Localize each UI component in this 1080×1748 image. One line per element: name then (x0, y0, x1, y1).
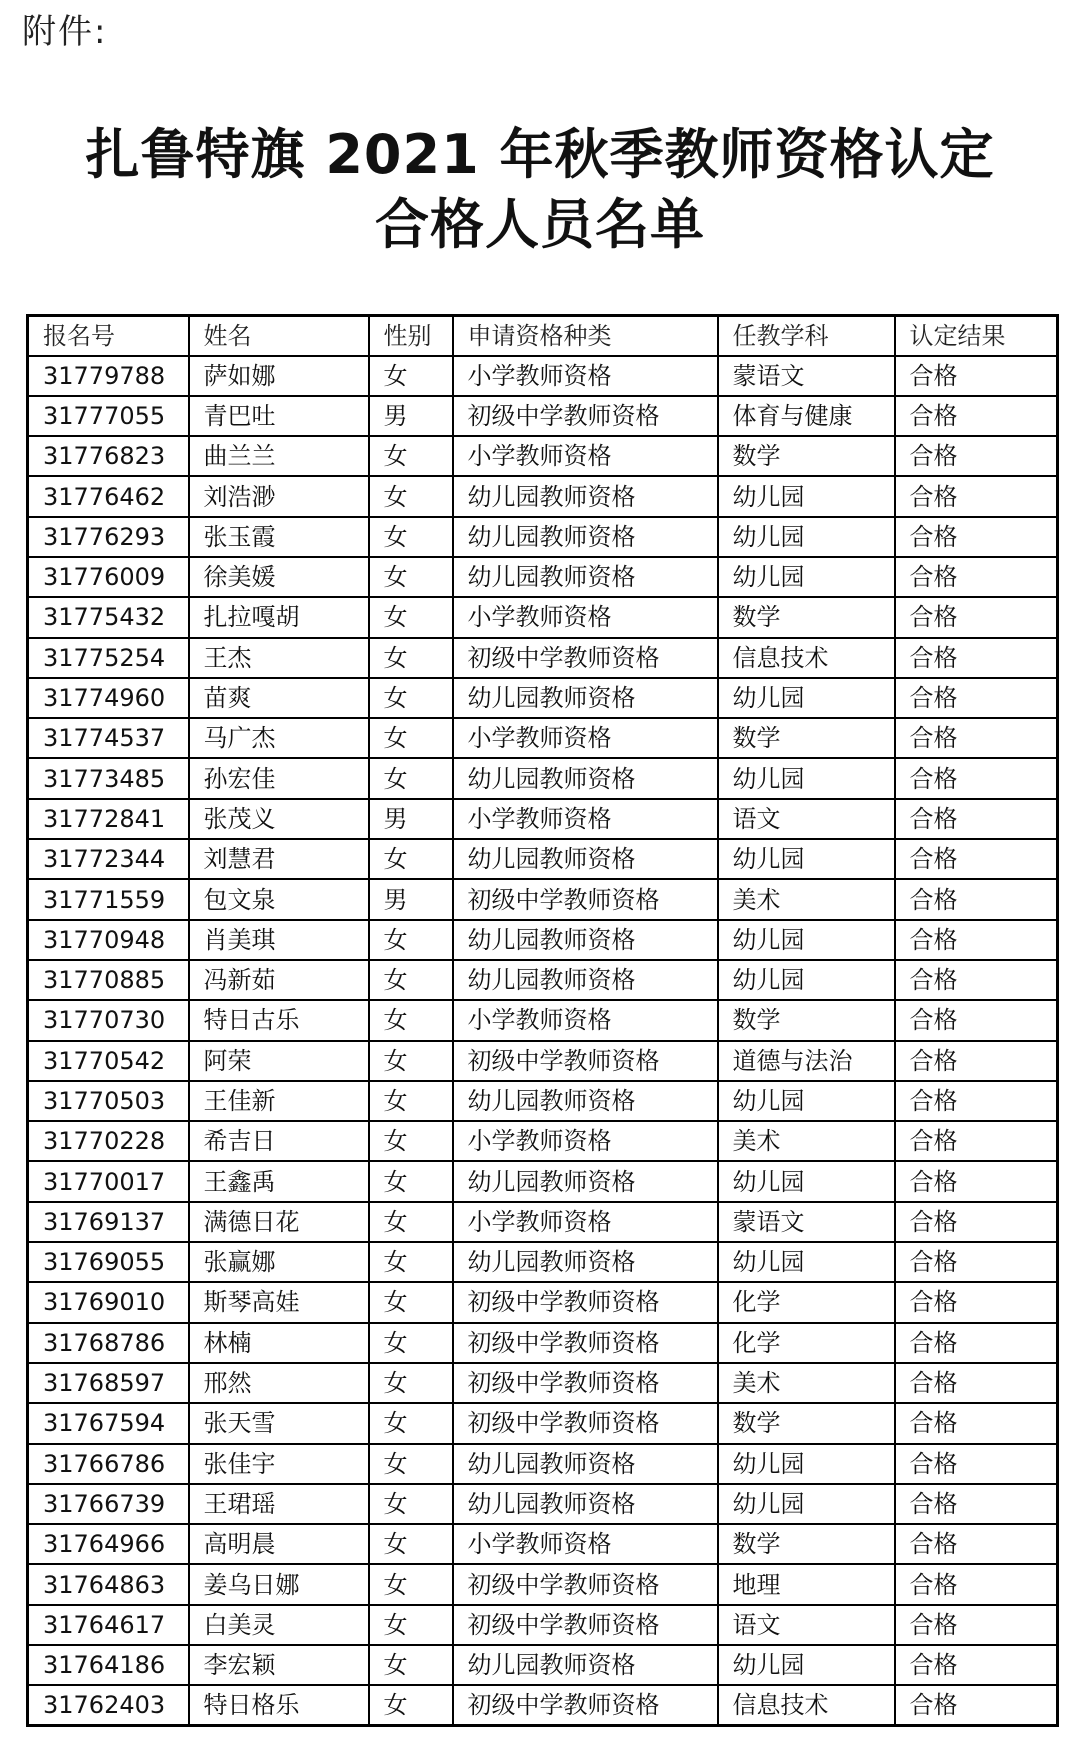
name-cell: 特日格乐 (189, 1685, 369, 1725)
result-cell: 合格 (895, 1161, 1058, 1201)
subject-cell: 数学 (718, 1403, 895, 1443)
result-cell: 合格 (895, 436, 1058, 476)
qualification-type-cell: 幼儿园教师资格 (453, 960, 718, 1000)
registration-number-cell: 31768786 (28, 1323, 189, 1363)
result-cell: 合格 (895, 1202, 1058, 1242)
name-cell: 李宏颖 (189, 1645, 369, 1685)
header-result: 认定结果 (895, 316, 1058, 356)
registration-number-cell: 31776009 (28, 557, 189, 597)
table-row (28, 839, 1058, 879)
registration-number-cell: 31768597 (28, 1363, 189, 1403)
qualification-type-cell: 幼儿园教师资格 (453, 557, 718, 597)
table-row (28, 1202, 1058, 1242)
subject-cell: 幼儿园 (718, 920, 895, 960)
subject-cell: 数学 (718, 1524, 895, 1564)
gender-cell: 女 (369, 476, 453, 516)
name-cell: 马广杰 (189, 718, 369, 758)
subject-cell: 道德与法治 (718, 1041, 895, 1081)
subject-cell: 幼儿园 (718, 1081, 895, 1121)
gender-cell: 女 (369, 1000, 453, 1040)
gender-cell: 女 (369, 597, 453, 637)
qualification-type-cell: 幼儿园教师资格 (453, 1444, 718, 1484)
subject-cell: 幼儿园 (718, 517, 895, 557)
subject-cell: 蒙语文 (718, 1202, 895, 1242)
table-row (28, 476, 1058, 516)
registration-number-cell: 31776462 (28, 476, 189, 516)
result-cell: 合格 (895, 1363, 1058, 1403)
subject-cell: 地理 (718, 1564, 895, 1604)
gender-cell: 女 (369, 1202, 453, 1242)
gender-cell: 女 (369, 517, 453, 557)
qualification-type-cell: 小学教师资格 (453, 1202, 718, 1242)
table-row (28, 1484, 1058, 1524)
qualification-type-cell: 幼儿园教师资格 (453, 920, 718, 960)
name-cell: 姜乌日娜 (189, 1564, 369, 1604)
registration-number-cell: 31764966 (28, 1524, 189, 1564)
header-gender: 性别 (369, 316, 453, 356)
registration-number-cell: 31777055 (28, 396, 189, 436)
registration-number-cell: 31770948 (28, 920, 189, 960)
result-cell: 合格 (895, 1645, 1058, 1685)
table-row (28, 1363, 1058, 1403)
qualification-type-cell: 小学教师资格 (453, 597, 718, 637)
gender-cell: 女 (369, 1161, 453, 1201)
qualification-type-cell: 小学教师资格 (453, 1000, 718, 1040)
name-cell: 阿荣 (189, 1041, 369, 1081)
registration-number-cell: 31770885 (28, 960, 189, 1000)
table-row (28, 1041, 1058, 1081)
result-cell: 合格 (895, 1121, 1058, 1161)
name-cell: 特日古乐 (189, 1000, 369, 1040)
attachment-label: 附件: (22, 12, 108, 52)
name-cell: 张茂义 (189, 799, 369, 839)
registration-number-cell: 31772344 (28, 839, 189, 879)
gender-cell: 女 (369, 1363, 453, 1403)
registration-number-cell: 31769010 (28, 1282, 189, 1322)
result-cell: 合格 (895, 1605, 1058, 1645)
result-cell: 合格 (895, 1041, 1058, 1081)
result-cell: 合格 (895, 678, 1058, 718)
subject-cell: 幼儿园 (718, 1161, 895, 1201)
subject-cell: 化学 (718, 1282, 895, 1322)
registration-number-cell: 31764186 (28, 1645, 189, 1685)
table-row (28, 1403, 1058, 1443)
result-cell: 合格 (895, 597, 1058, 637)
qualification-type-cell: 初级中学教师资格 (453, 638, 718, 678)
result-cell: 合格 (895, 839, 1058, 879)
table-row (28, 758, 1058, 798)
name-cell: 扎拉嘎胡 (189, 597, 369, 637)
qualification-type-cell: 幼儿园教师资格 (453, 758, 718, 798)
result-cell: 合格 (895, 1242, 1058, 1282)
header-qualification-type: 申请资格种类 (453, 316, 718, 356)
table-row (28, 1282, 1058, 1322)
gender-cell: 女 (369, 1282, 453, 1322)
gender-cell: 女 (369, 960, 453, 1000)
registration-number-cell: 31770730 (28, 1000, 189, 1040)
gender-cell: 女 (369, 1323, 453, 1363)
name-cell: 青巴吐 (189, 396, 369, 436)
gender-cell: 女 (369, 758, 453, 798)
gender-cell: 女 (369, 1242, 453, 1282)
subject-cell: 信息技术 (718, 1685, 895, 1725)
qualification-type-cell: 初级中学教师资格 (453, 1685, 718, 1725)
gender-cell: 女 (369, 1484, 453, 1524)
name-cell: 孙宏佳 (189, 758, 369, 798)
subject-cell: 数学 (718, 718, 895, 758)
name-cell: 斯琴高娃 (189, 1282, 369, 1322)
name-cell: 刘慧君 (189, 839, 369, 879)
table-row (28, 879, 1058, 919)
name-cell: 刘浩渺 (189, 476, 369, 516)
table-row (28, 396, 1058, 436)
subject-cell: 美术 (718, 1363, 895, 1403)
table-row (28, 799, 1058, 839)
registration-number-cell: 31776293 (28, 517, 189, 557)
registration-number-cell: 31762403 (28, 1685, 189, 1725)
result-cell: 合格 (895, 1000, 1058, 1040)
qualification-type-cell: 小学教师资格 (453, 1524, 718, 1564)
gender-cell: 女 (369, 1524, 453, 1564)
qualification-type-cell: 小学教师资格 (453, 1121, 718, 1161)
name-cell: 张赢娜 (189, 1242, 369, 1282)
registration-number-cell: 31775254 (28, 638, 189, 678)
subject-cell: 幼儿园 (718, 557, 895, 597)
subject-cell: 数学 (718, 1000, 895, 1040)
subject-cell: 信息技术 (718, 638, 895, 678)
registration-number-cell: 31772841 (28, 799, 189, 839)
gender-cell: 女 (369, 1605, 453, 1645)
name-cell: 张佳宇 (189, 1444, 369, 1484)
qualification-type-cell: 幼儿园教师资格 (453, 1645, 718, 1685)
subject-cell: 数学 (718, 436, 895, 476)
registration-number-cell: 31774960 (28, 678, 189, 718)
result-cell: 合格 (895, 476, 1058, 516)
header-name: 姓名 (189, 316, 369, 356)
header-registration-number: 报名号 (28, 316, 189, 356)
table-row (28, 1605, 1058, 1645)
qualified-teachers-table (26, 314, 1059, 1727)
table-row (28, 356, 1058, 396)
table-row (28, 960, 1058, 1000)
result-cell: 合格 (895, 799, 1058, 839)
name-cell: 徐美媛 (189, 557, 369, 597)
name-cell: 肖美琪 (189, 920, 369, 960)
qualification-type-cell: 小学教师资格 (453, 718, 718, 758)
result-cell: 合格 (895, 879, 1058, 919)
gender-cell: 女 (369, 356, 453, 396)
qualification-type-cell: 初级中学教师资格 (453, 879, 718, 919)
registration-number-cell: 31766786 (28, 1444, 189, 1484)
name-cell: 王珺瑶 (189, 1484, 369, 1524)
gender-cell: 女 (369, 1645, 453, 1685)
subject-cell: 幼儿园 (718, 476, 895, 516)
table-row (28, 517, 1058, 557)
name-cell: 白美灵 (189, 1605, 369, 1645)
registration-number-cell: 31769137 (28, 1202, 189, 1242)
qualification-type-cell: 幼儿园教师资格 (453, 839, 718, 879)
name-cell: 希吉日 (189, 1121, 369, 1161)
result-cell: 合格 (895, 638, 1058, 678)
qualification-type-cell: 初级中学教师资格 (453, 1403, 718, 1443)
gender-cell: 女 (369, 1444, 453, 1484)
gender-cell: 女 (369, 1403, 453, 1443)
registration-number-cell: 31770228 (28, 1121, 189, 1161)
document-title-line-1: 扎鲁特旗 2021 年秋季教师资格认定 (85, 123, 995, 186)
name-cell: 包文泉 (189, 879, 369, 919)
subject-cell: 幼儿园 (718, 758, 895, 798)
table-row (28, 718, 1058, 758)
table-row (28, 1000, 1058, 1040)
qualification-type-cell: 初级中学教师资格 (453, 396, 718, 436)
gender-cell: 女 (369, 1564, 453, 1604)
subject-cell: 幼儿园 (718, 1645, 895, 1685)
qualification-type-cell: 初级中学教师资格 (453, 1363, 718, 1403)
result-cell: 合格 (895, 1685, 1058, 1725)
registration-number-cell: 31774537 (28, 718, 189, 758)
table-body (28, 356, 1058, 1726)
registration-number-cell: 31767594 (28, 1403, 189, 1443)
header-subject: 任教学科 (718, 316, 895, 356)
table-row (28, 1242, 1058, 1282)
result-cell: 合格 (895, 960, 1058, 1000)
gender-cell: 女 (369, 1041, 453, 1081)
table-header-row (28, 316, 1058, 356)
qualification-type-cell: 幼儿园教师资格 (453, 1242, 718, 1282)
qualification-type-cell: 初级中学教师资格 (453, 1564, 718, 1604)
table-row (28, 1161, 1058, 1201)
result-cell: 合格 (895, 1444, 1058, 1484)
registration-number-cell: 31776823 (28, 436, 189, 476)
gender-cell: 女 (369, 1685, 453, 1725)
subject-cell: 美术 (718, 1121, 895, 1161)
table-row (28, 557, 1058, 597)
table-row (28, 638, 1058, 678)
qualification-type-cell: 幼儿园教师资格 (453, 678, 718, 718)
table-row (28, 1564, 1058, 1604)
name-cell: 冯新茹 (189, 960, 369, 1000)
name-cell: 王鑫禹 (189, 1161, 369, 1201)
name-cell: 林楠 (189, 1323, 369, 1363)
qualification-type-cell: 初级中学教师资格 (453, 1041, 718, 1081)
qualification-type-cell: 初级中学教师资格 (453, 1282, 718, 1322)
document-title-line-2: 合格人员名单 (375, 193, 705, 256)
name-cell: 萨如娜 (189, 356, 369, 396)
result-cell: 合格 (895, 1323, 1058, 1363)
registration-number-cell: 31771559 (28, 879, 189, 919)
table-row (28, 1645, 1058, 1685)
qualification-type-cell: 小学教师资格 (453, 799, 718, 839)
table-row (28, 678, 1058, 718)
name-cell: 苗爽 (189, 678, 369, 718)
registration-number-cell: 31773485 (28, 758, 189, 798)
registration-number-cell: 31779788 (28, 356, 189, 396)
table-row (28, 1444, 1058, 1484)
gender-cell: 女 (369, 1081, 453, 1121)
qualification-type-cell: 小学教师资格 (453, 356, 718, 396)
gender-cell: 男 (369, 799, 453, 839)
name-cell: 满德日花 (189, 1202, 369, 1242)
name-cell: 王佳新 (189, 1081, 369, 1121)
gender-cell: 女 (369, 678, 453, 718)
subject-cell: 幼儿园 (718, 678, 895, 718)
result-cell: 合格 (895, 1282, 1058, 1322)
table-row (28, 1685, 1058, 1725)
subject-cell: 幼儿园 (718, 839, 895, 879)
result-cell: 合格 (895, 396, 1058, 436)
subject-cell: 幼儿园 (718, 1242, 895, 1282)
table-row (28, 1081, 1058, 1121)
name-cell: 高明晨 (189, 1524, 369, 1564)
gender-cell: 女 (369, 1121, 453, 1161)
name-cell: 张天雪 (189, 1403, 369, 1443)
gender-cell: 女 (369, 839, 453, 879)
qualification-type-cell: 幼儿园教师资格 (453, 517, 718, 557)
registration-number-cell: 31770503 (28, 1081, 189, 1121)
qualification-type-cell: 小学教师资格 (453, 436, 718, 476)
subject-cell: 蒙语文 (718, 356, 895, 396)
registration-number-cell: 31766739 (28, 1484, 189, 1524)
gender-cell: 女 (369, 718, 453, 758)
qualification-type-cell: 幼儿园教师资格 (453, 1081, 718, 1121)
gender-cell: 女 (369, 436, 453, 476)
registration-number-cell: 31769055 (28, 1242, 189, 1282)
subject-cell: 化学 (718, 1323, 895, 1363)
registration-number-cell: 31770542 (28, 1041, 189, 1081)
result-cell: 合格 (895, 1403, 1058, 1443)
name-cell: 王杰 (189, 638, 369, 678)
subject-cell: 数学 (718, 597, 895, 637)
result-cell: 合格 (895, 920, 1058, 960)
gender-cell: 男 (369, 396, 453, 436)
name-cell: 邢然 (189, 1363, 369, 1403)
result-cell: 合格 (895, 1564, 1058, 1604)
result-cell: 合格 (895, 517, 1058, 557)
subject-cell: 语文 (718, 799, 895, 839)
table-row (28, 1524, 1058, 1564)
result-cell: 合格 (895, 1081, 1058, 1121)
subject-cell: 幼儿园 (718, 1444, 895, 1484)
gender-cell: 女 (369, 920, 453, 960)
table-row (28, 597, 1058, 637)
registration-number-cell: 31764863 (28, 1564, 189, 1604)
result-cell: 合格 (895, 356, 1058, 396)
subject-cell: 体育与健康 (718, 396, 895, 436)
table-row (28, 1323, 1058, 1363)
gender-cell: 男 (369, 879, 453, 919)
registration-number-cell: 31770017 (28, 1161, 189, 1201)
qualification-type-cell: 幼儿园教师资格 (453, 476, 718, 516)
subject-cell: 幼儿园 (718, 960, 895, 1000)
table-row (28, 920, 1058, 960)
qualification-type-cell: 初级中学教师资格 (453, 1605, 718, 1645)
name-cell: 曲兰兰 (189, 436, 369, 476)
qualification-type-cell: 初级中学教师资格 (453, 1323, 718, 1363)
gender-cell: 女 (369, 557, 453, 597)
name-cell: 张玉霞 (189, 517, 369, 557)
qualification-type-cell: 幼儿园教师资格 (453, 1161, 718, 1201)
subject-cell: 语文 (718, 1605, 895, 1645)
result-cell: 合格 (895, 718, 1058, 758)
gender-cell: 女 (369, 638, 453, 678)
subject-cell: 幼儿园 (718, 1484, 895, 1524)
table-row (28, 1121, 1058, 1161)
result-cell: 合格 (895, 1484, 1058, 1524)
table-row (28, 436, 1058, 476)
result-cell: 合格 (895, 557, 1058, 597)
result-cell: 合格 (895, 1524, 1058, 1564)
subject-cell: 美术 (718, 879, 895, 919)
qualification-type-cell: 幼儿园教师资格 (453, 1484, 718, 1524)
registration-number-cell: 31775432 (28, 597, 189, 637)
registration-number-cell: 31764617 (28, 1605, 189, 1645)
result-cell: 合格 (895, 758, 1058, 798)
